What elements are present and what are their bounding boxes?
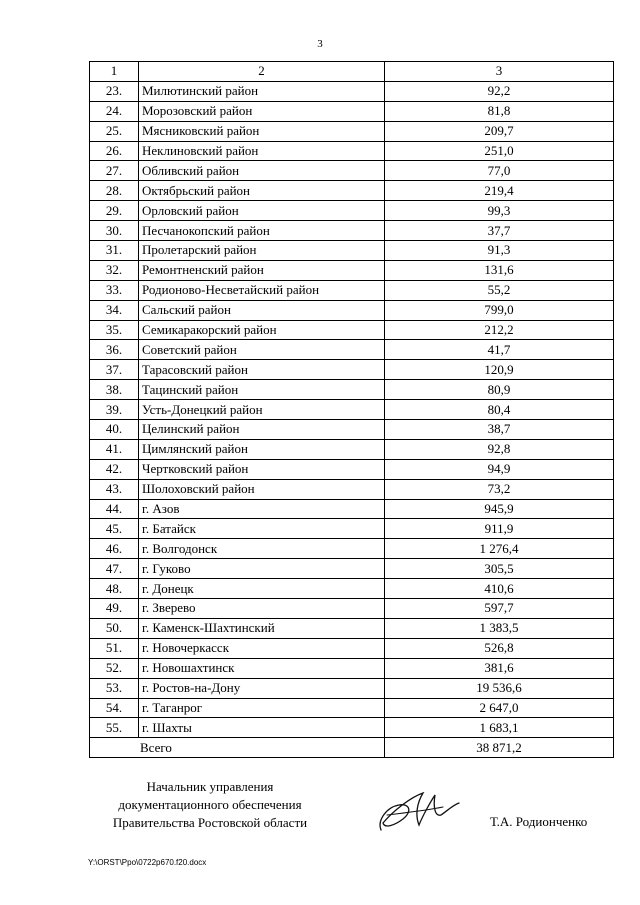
row-value: 81,8 <box>385 101 614 121</box>
row-value: 92,2 <box>385 81 614 101</box>
row-name: Тарасовский район <box>139 360 385 380</box>
row-name: Родионово-Несветайский район <box>139 280 385 300</box>
row-value: 2 647,0 <box>385 698 614 718</box>
row-value: 80,9 <box>385 380 614 400</box>
table-row <box>90 161 614 181</box>
row-number: 29. <box>90 201 139 221</box>
table-row <box>90 599 614 619</box>
row-value: 19 536,6 <box>385 678 614 698</box>
row-number: 35. <box>90 320 139 340</box>
row-name: г. Волгодонск <box>139 539 385 559</box>
table-row <box>90 439 614 459</box>
row-value: 381,6 <box>385 658 614 678</box>
row-name: г. Донецк <box>139 579 385 599</box>
table-row <box>90 400 614 420</box>
row-value: 597,7 <box>385 599 614 619</box>
row-name: Неклиновский район <box>139 141 385 161</box>
row-value: 799,0 <box>385 300 614 320</box>
table-row <box>90 678 614 698</box>
table-row <box>90 241 614 261</box>
table-row <box>90 340 614 360</box>
table-row <box>90 300 614 320</box>
table-total-row <box>90 738 614 758</box>
row-name: Милютинский район <box>139 81 385 101</box>
row-number: 28. <box>90 181 139 201</box>
row-number: 54. <box>90 698 139 718</box>
table-row <box>90 181 614 201</box>
row-name: г. Новочеркасск <box>139 638 385 658</box>
row-name: Обливский район <box>139 161 385 181</box>
row-value: 1 276,4 <box>385 539 614 559</box>
table-row <box>90 420 614 440</box>
row-value: 77,0 <box>385 161 614 181</box>
row-name: Октябрьский район <box>139 181 385 201</box>
row-value: 911,9 <box>385 519 614 539</box>
table-row <box>90 201 614 221</box>
row-number: 26. <box>90 141 139 161</box>
handwritten-signature <box>373 785 463 840</box>
row-number: 30. <box>90 221 139 241</box>
signer-name: Т.А. Родионченко <box>490 814 588 829</box>
row-value: 94,9 <box>385 459 614 479</box>
row-value: 526,8 <box>385 638 614 658</box>
signer-position <box>80 778 340 832</box>
row-value: 99,3 <box>385 201 614 221</box>
table-header-row <box>90 62 614 82</box>
table-row <box>90 320 614 340</box>
row-number: 53. <box>90 678 139 698</box>
row-number: 40. <box>90 420 139 440</box>
row-value: 945,9 <box>385 499 614 519</box>
row-value: 37,7 <box>385 221 614 241</box>
row-name: Песчанокопский район <box>139 221 385 241</box>
row-value: 120,9 <box>385 360 614 380</box>
header-cell: 2 <box>139 62 385 82</box>
header-cell: 1 <box>90 62 139 82</box>
row-name: Целинский район <box>139 420 385 440</box>
row-number: 48. <box>90 579 139 599</box>
table-row <box>90 479 614 499</box>
row-name: Шолоховский район <box>139 479 385 499</box>
row-name: Сальский район <box>139 300 385 320</box>
row-value: 1 683,1 <box>385 718 614 738</box>
total-label: Всего <box>90 738 385 758</box>
row-number: 32. <box>90 260 139 280</box>
row-value: 80,4 <box>385 400 614 420</box>
table-row <box>90 658 614 678</box>
table-row <box>90 280 614 300</box>
row-name: г. Ростов-на-Дону <box>139 678 385 698</box>
table-row <box>90 221 614 241</box>
row-number: 52. <box>90 658 139 678</box>
row-name: Морозовский район <box>139 101 385 121</box>
row-number: 46. <box>90 539 139 559</box>
table-row <box>90 260 614 280</box>
table-row <box>90 101 614 121</box>
row-number: 38. <box>90 380 139 400</box>
table-row <box>90 539 614 559</box>
row-name: г. Каменск-Шахтинский <box>139 618 385 638</box>
row-value: 1 383,5 <box>385 618 614 638</box>
row-number: 42. <box>90 459 139 479</box>
page-number: 3 <box>317 38 323 50</box>
table-row <box>90 718 614 738</box>
row-name: Орловский район <box>139 201 385 221</box>
row-name: Ремонтненский район <box>139 260 385 280</box>
row-number: 24. <box>90 101 139 121</box>
row-number: 49. <box>90 599 139 619</box>
table-row <box>90 559 614 579</box>
row-value: 219,4 <box>385 181 614 201</box>
row-name: Чертковский район <box>139 459 385 479</box>
row-value: 410,6 <box>385 579 614 599</box>
table-row <box>90 698 614 718</box>
table-row <box>90 459 614 479</box>
row-number: 36. <box>90 340 139 360</box>
row-value: 209,7 <box>385 121 614 141</box>
row-name: г. Батайск <box>139 519 385 539</box>
data-table <box>89 61 614 758</box>
total-value: 38 871,2 <box>385 738 614 758</box>
table-row <box>90 618 614 638</box>
table-row <box>90 380 614 400</box>
position-line: документационного обеспечения <box>118 797 302 812</box>
row-name: г. Гуково <box>139 559 385 579</box>
header-cell: 3 <box>385 62 614 82</box>
table-row <box>90 638 614 658</box>
row-number: 39. <box>90 400 139 420</box>
row-number: 47. <box>90 559 139 579</box>
row-number: 33. <box>90 280 139 300</box>
row-value: 305,5 <box>385 559 614 579</box>
row-name: г. Азов <box>139 499 385 519</box>
position-line: Правительства Ростовской области <box>112 815 308 830</box>
row-number: 41. <box>90 439 139 459</box>
row-value: 92,8 <box>385 439 614 459</box>
row-value: 251,0 <box>385 141 614 161</box>
row-number: 50. <box>90 618 139 638</box>
row-number: 37. <box>90 360 139 380</box>
row-name: Советский район <box>139 340 385 360</box>
row-value: 131,6 <box>385 260 614 280</box>
table-row <box>90 121 614 141</box>
row-name: Семикаракорский район <box>139 320 385 340</box>
row-name: Цимлянский район <box>139 439 385 459</box>
table-row <box>90 579 614 599</box>
row-name: Мясниковский район <box>139 121 385 141</box>
table-row <box>90 519 614 539</box>
row-number: 31. <box>90 241 139 261</box>
table-row <box>90 499 614 519</box>
row-value: 212,2 <box>385 320 614 340</box>
row-number: 43. <box>90 479 139 499</box>
row-name: г. Таганрог <box>139 698 385 718</box>
row-number: 23. <box>90 81 139 101</box>
row-name: Тацинский район <box>139 380 385 400</box>
row-value: 41,7 <box>385 340 614 360</box>
position-line: Начальник управления <box>146 779 274 794</box>
row-name: г. Новошахтинск <box>139 658 385 678</box>
row-name: г. Шахты <box>139 718 385 738</box>
row-number: 45. <box>90 519 139 539</box>
table-row <box>90 81 614 101</box>
row-name: Усть-Донецкий район <box>139 400 385 420</box>
row-number: 55. <box>90 718 139 738</box>
row-value: 55,2 <box>385 280 614 300</box>
row-name: Пролетарский район <box>139 241 385 261</box>
row-number: 44. <box>90 499 139 519</box>
table-row <box>90 360 614 380</box>
row-number: 25. <box>90 121 139 141</box>
row-number: 34. <box>90 300 139 320</box>
row-name: г. Зверево <box>139 599 385 619</box>
row-number: 27. <box>90 161 139 181</box>
file-path: Y:\ORST\Ppo\0722p670.f20.docx <box>88 858 207 867</box>
row-value: 38,7 <box>385 420 614 440</box>
row-value: 91,3 <box>385 241 614 261</box>
row-value: 73,2 <box>385 479 614 499</box>
row-number: 51. <box>90 638 139 658</box>
table-row <box>90 141 614 161</box>
